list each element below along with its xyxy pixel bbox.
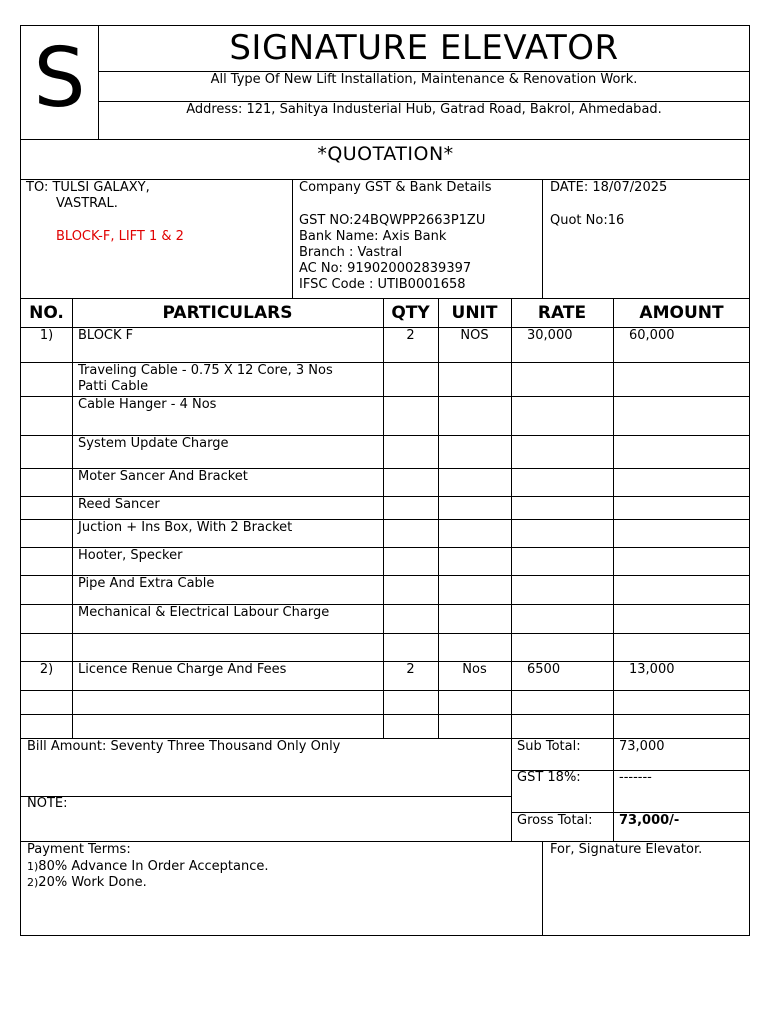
- column-header-qty: QTY: [391, 303, 430, 323]
- column-header-particulars: PARTICULARS: [162, 303, 293, 323]
- payment-term-1: [27, 859, 269, 875]
- sub-total-label: Sub Total:: [517, 739, 581, 754]
- cell-rate: 30,000: [527, 328, 573, 343]
- cell-particulars: BLOCK F: [78, 328, 134, 343]
- quotation-title: *QUOTATION*: [317, 143, 454, 165]
- bank-ifsc-code: IFSC Code : UTIB0001658: [299, 277, 466, 292]
- cell-particulars: Licence Renue Charge And Fees: [78, 662, 287, 677]
- cell-qty: 2: [406, 328, 415, 343]
- cell-rate: 6500: [527, 662, 561, 677]
- cell-unit: Nos: [462, 662, 487, 677]
- bank-name: Bank Name: Axis Bank: [299, 229, 447, 244]
- company-tagline: All Type Of New Lift Installation, Maintenance & Renovation Work.: [210, 72, 638, 87]
- cell-particulars: Mechanical & Electrical Labour Charge: [78, 605, 330, 620]
- gross-total-label: Gross Total:: [517, 813, 593, 828]
- cell-no: 1): [39, 328, 54, 343]
- bank-account-number: AC No: 919020002839397: [299, 261, 472, 276]
- quotation-date: DATE: 18/07/2025: [550, 180, 668, 195]
- payment-term-2-text: 20% Work Done.: [38, 875, 147, 890]
- cell-particulars: Moter Sancer And Bracket: [78, 469, 248, 484]
- column-header-no: NO.: [29, 303, 64, 323]
- company-name: SIGNATURE ELEVATOR: [229, 28, 619, 68]
- gross-total-value: 73,000/-: [619, 813, 680, 828]
- payment-term-1-text: 80% Advance In Order Acceptance.: [38, 859, 269, 874]
- gst-value: -------: [619, 770, 652, 785]
- cell-amount: 60,000: [629, 328, 675, 343]
- gst-label: GST 18%:: [517, 770, 581, 785]
- cell-particulars: System Update Charge: [78, 436, 229, 451]
- cell-qty: 2: [406, 662, 415, 677]
- cell-particulars: Cable Hanger - 4 Nos: [78, 397, 217, 412]
- company-address: Address: 121, Sahitya Industerial Hub, Gatrad Road, Bakrol, Ahmedabad.: [186, 102, 662, 117]
- gst-number: GST NO:24BQWPP2663P1ZU: [299, 213, 486, 228]
- cell-particulars: Juction + Ins Box, With 2 Bracket: [78, 520, 293, 535]
- signatory-label: For, Signature Elevator.: [550, 842, 703, 857]
- column-header-amount: AMOUNT: [639, 303, 724, 323]
- quotation-document: [20, 25, 750, 936]
- cell-particulars: Hooter, Specker: [78, 548, 183, 563]
- recipient-site: BLOCK-F, LIFT 1 & 2: [56, 229, 184, 244]
- bank-branch: Branch : Vastral: [299, 245, 403, 260]
- payment-terms-label: Payment Terms:: [27, 842, 131, 857]
- company-logo-letter: S: [33, 31, 86, 126]
- payment-term-2: [27, 875, 147, 891]
- quotation-number: Quot No:16: [550, 213, 625, 228]
- cell-particulars: Patti Cable: [78, 379, 149, 394]
- bill-amount-in-words: Bill Amount: Seventy Three Thousand Only Only: [27, 739, 341, 754]
- recipient-line-1: TO: TULSI GALAXY,: [26, 180, 150, 195]
- cell-particulars: Pipe And Extra Cable: [78, 576, 215, 591]
- cell-unit: NOS: [460, 328, 489, 343]
- cell-no: 2): [39, 662, 54, 677]
- payment-term-2-number: 2): [27, 876, 39, 889]
- cell-amount: 13,000: [629, 662, 675, 677]
- recipient-line-2: VASTRAL.: [56, 196, 118, 211]
- payment-term-1-number: 1): [27, 860, 39, 873]
- cell-particulars: Traveling Cable - 0.75 X 12 Core, 3 Nos: [78, 363, 333, 378]
- note-label: NOTE:: [27, 796, 68, 811]
- sub-total-value: 73,000: [619, 739, 665, 754]
- cell-particulars: Reed Sancer: [78, 497, 160, 512]
- column-header-rate: RATE: [537, 303, 587, 323]
- bank-heading: Company GST & Bank Details: [299, 180, 492, 195]
- column-header-unit: UNIT: [451, 303, 498, 323]
